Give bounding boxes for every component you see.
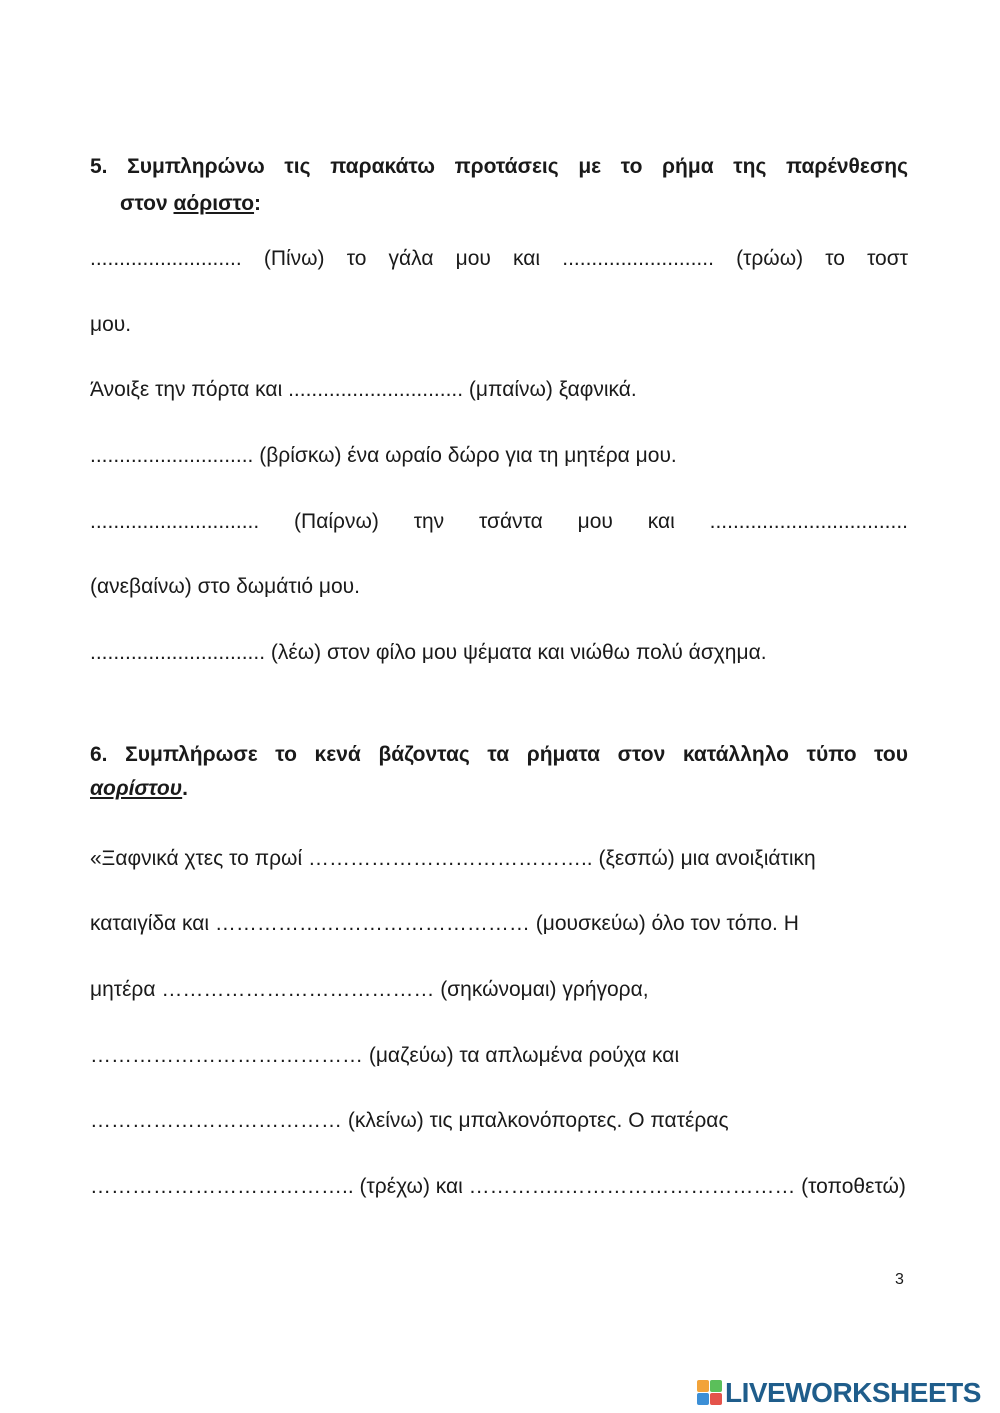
section6-text-line-3: μητέρα ………………………………… (σηκώνομαι) γρήγορα, [90,978,649,1001]
section6-heading-line1: 6. Συμπλήρωσε το κενά βάζοντας τα ρήματα στον κατάλληλο τύπο του [90,743,908,766]
liveworksheets-brand[interactable] [697,1376,981,1410]
section6-text-line-4: ………………………………… (μαζεύω) τα απλωμένα ρούχα και [90,1044,680,1067]
section5-heading-line1: 5. Συμπληρώνω τις παρακάτω προτάσεις με το ρήμα της παρένθεσης [90,155,908,178]
section5-heading-line2 [120,190,908,218]
section5-sentence-5: .............................. (λέω) στον φίλο μου ψέματα και νιώθω πολύ άσχημα. [90,641,767,664]
section5-sentence-1-cont: μου. [90,313,132,336]
section6-text-line-5: ……………………………… (κλείνω) τις μπαλκονόπορτες. Ο πατέρας [90,1109,729,1132]
brand-wordmark: LIVEWORKSHEETS [725,1377,981,1408]
section5-sentence-4-cont: (ανεβαίνω) στο δωμάτιό μου. [90,575,360,598]
section5-sentence-3: ............................ (βρίσκω) ένα ωραίο δώρο για τη μητέρα μου. [90,444,677,467]
section5-sentence-1: .......................... (Πίνω) το γάλα μου και .......................... (τρώω) το τοστ [90,247,908,270]
section5-sentence-2: Άνοιξε την πόρτα και .............................. (μπαίνω) ξαφνικά. [90,378,637,401]
section6-heading-line2 [90,775,908,803]
section5-heading-prefix: στον [120,192,174,215]
section6-heading-suffix: . [182,777,189,800]
page-number: 3 [895,1271,904,1288]
section5-heading-keyword: αόριστο [173,192,255,215]
section6-text-line-6: ……………………………….. (τρέχω) και …………..…………………………… (τοποθετώ) [90,1175,906,1198]
section5-sentence-4: ............................. (Παίρνω) την τσάντα μου και .................................. [90,510,908,533]
liveworksheets-logo-icon [697,1380,723,1406]
section6-text-line-1: «Ξαφνικά χτες το πρωί ………………………………….. (ξεσπώ) μια ανοιξιάτικη [90,847,816,870]
section6-text-line-2: καταιγίδα και ……………………………………… (μουσκεύω) όλο τον τόπο. Η [90,912,799,935]
section6-heading-keyword: αορίστου [90,777,183,800]
section5-heading-suffix: : [254,192,262,215]
